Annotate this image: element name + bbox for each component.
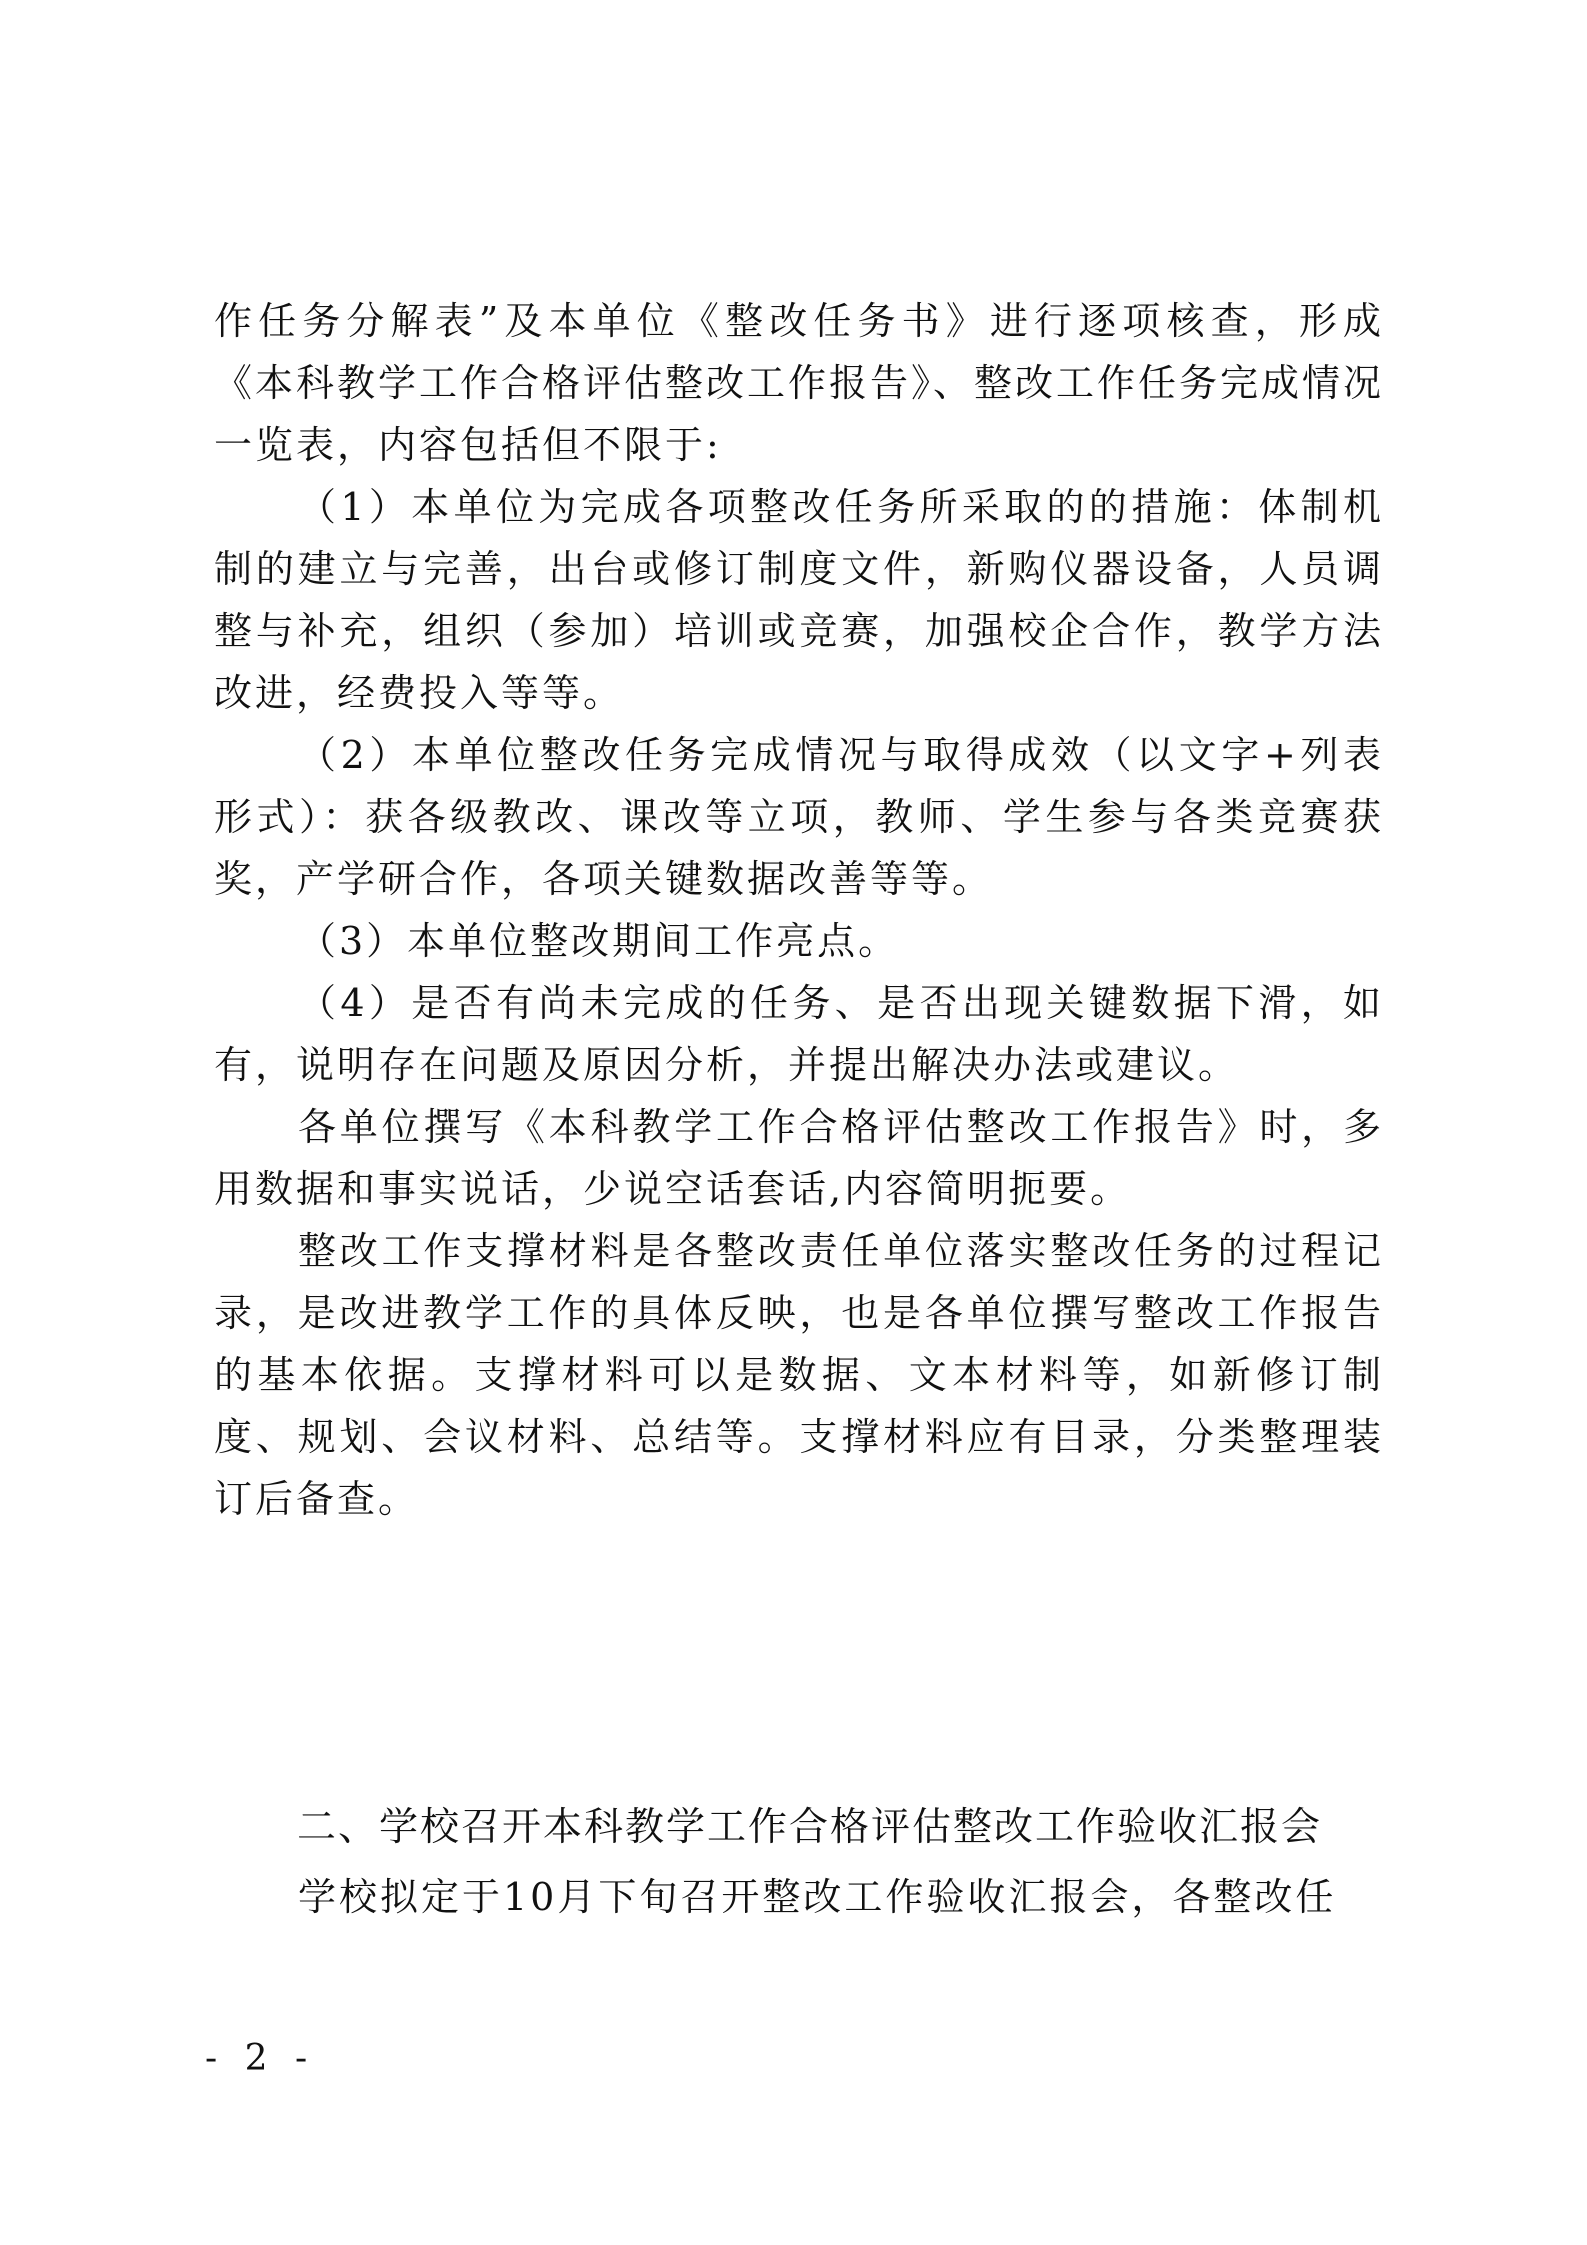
body-text [214, 290, 1384, 1530]
paragraph-item-4: （4）是否有尚未完成的任务、是否出现关键数据下滑，如有，说明存在问题及原因分析，并提出解决办法或建议。 [214, 981, 1384, 1087]
paragraph-item-1: （1）本单位为完成各项整改任务所采取的的措施：体制机制的建立与完善，出台或修订制度文件，新购仪器设备，人员调整与补充，组织（参加）培训或竞赛，加强校企合作，教学方法改进，经费投入等等。 [214, 485, 1384, 715]
section-heading: 二、学校召开本科教学工作合格评估整改工作验收汇报会 [297, 1805, 1323, 1850]
paragraph-item-2: （2）本单位整改任务完成情况与取得成效（以文字+列表形式）：获各级教改、课改等立项，教师、学生参与各类竞赛获奖，产学研合作，各项关键数据改善等等。 [214, 733, 1384, 901]
paragraph-report-guidance: 各单位撰写《本科教学工作合格评估整改工作报告》时，多用数据和事实说话，少说空话套话,内容简明扼要。 [214, 1105, 1384, 1211]
paragraph-continuation: 作任务分解表”及本单位《整改任务书》进行逐项核查，形成《本科教学工作合格评估整改工作报告》、整改工作任务完成情况一览表，内容包括但不限于: [214, 299, 1385, 467]
paragraph-after-heading: 学校拟定于10月下旬召开整改工作验收汇报会，各整改任 [298, 1875, 1337, 1919]
paragraph-item-3: （3）本单位整改期间工作亮点。 [298, 919, 900, 963]
paragraph-support-materials: 整改工作支撑材料是各整改责任单位落实整改任务的过程记录，是改进教学工作的具体反映，也是各单位撰写整改工作报告的基本依据。支撑材料可以是数据、文本材料等，如新修订制度、规划、会议材料、总结等。支撑材料应有目录，分类整理装订后备查。 [214, 1229, 1384, 1521]
page-number: - 2 - [205, 2038, 316, 2079]
